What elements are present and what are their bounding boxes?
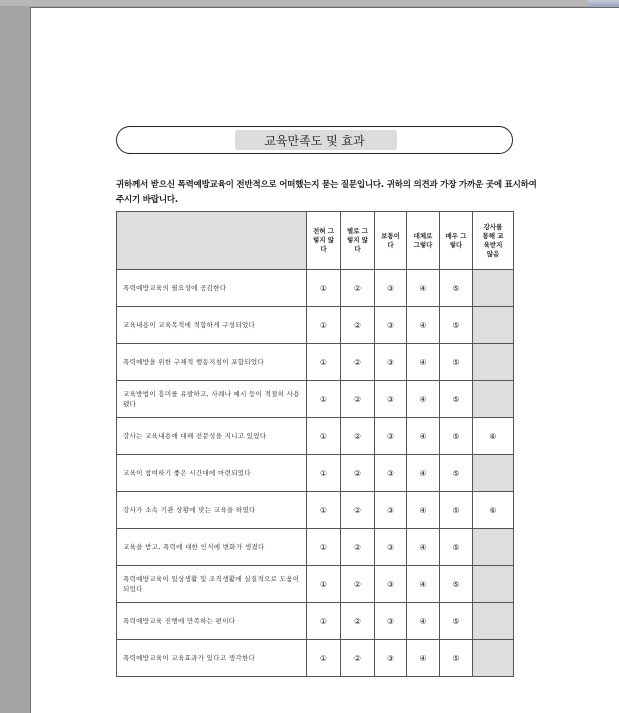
answer-option-3[interactable]: ③ — [375, 640, 407, 677]
answer-option-5[interactable]: ⑤ — [440, 455, 473, 492]
window-top-strip — [0, 0, 619, 6]
answer-option-2[interactable]: ② — [341, 492, 375, 529]
answer-option-2[interactable]: ② — [341, 418, 375, 455]
answer-option-2[interactable]: ② — [341, 270, 375, 307]
intro-text: 귀하께서 받으신 폭력예방교육이 전반적으로 어떠했는지 묻는 질문입니다. 귀하의 의견과 가장 가까운 곳에 표시하여 주시기 바랍니다. — [116, 180, 537, 205]
answer-option-4[interactable]: ④ — [407, 640, 440, 677]
answer-option-2[interactable]: ② — [341, 529, 375, 566]
answer-option-4[interactable]: ④ — [407, 492, 440, 529]
question-text: 폭력예방교육 진행에 만족하는 편이다 — [117, 603, 307, 640]
table-row — [117, 381, 514, 418]
answer-option-1[interactable]: ① — [307, 566, 341, 603]
table-row — [117, 492, 514, 529]
answer-option-3[interactable]: ③ — [375, 381, 407, 418]
answer-option-4[interactable]: ④ — [407, 603, 440, 640]
answer-option-5[interactable]: ⑤ — [440, 344, 473, 381]
answer-option-5[interactable]: ⑤ — [440, 640, 473, 677]
table-header-row — [117, 212, 514, 270]
answer-option-4[interactable]: ④ — [407, 455, 440, 492]
answer-option-2[interactable]: ② — [341, 455, 375, 492]
header-col-4: 대체로 그렇다 — [407, 212, 440, 270]
answer-option-3[interactable]: ③ — [375, 603, 407, 640]
answer-option-1[interactable]: ① — [307, 455, 341, 492]
answer-option-5[interactable]: ⑤ — [440, 381, 473, 418]
answer-option-5[interactable]: ⑤ — [440, 492, 473, 529]
answer-option-1[interactable]: ① — [307, 344, 341, 381]
table-row — [117, 418, 514, 455]
answer-option-1[interactable]: ① — [307, 381, 341, 418]
answer-option-4[interactable]: ④ — [407, 529, 440, 566]
question-text: 교육방법이 흥미를 유발하고, 사례나 예시 등이 적절히 사용됐다 — [117, 381, 307, 418]
table-row — [117, 307, 514, 344]
question-text: 폭력예방교육이 교육효과가 있다고 생각한다 — [117, 640, 307, 677]
table-row — [117, 529, 514, 566]
table-row — [117, 455, 514, 492]
question-text: 교육을 받고, 폭력에 대한 인식에 변화가 생겼다 — [117, 529, 307, 566]
answer-option-6[interactable]: ⑥ — [473, 492, 514, 529]
table-row — [117, 566, 514, 603]
answer-option-2[interactable]: ② — [341, 307, 375, 344]
header-col-2: 별로 그렇지 않다 — [341, 212, 375, 270]
answer-option-1[interactable]: ① — [307, 640, 341, 677]
answer-option-6 — [473, 307, 514, 344]
answer-option-1[interactable]: ① — [307, 270, 341, 307]
header-blank-cell — [117, 212, 307, 270]
answer-option-3[interactable]: ③ — [375, 418, 407, 455]
answer-option-6[interactable]: ⑥ — [473, 418, 514, 455]
table-row — [117, 270, 514, 307]
answer-option-6 — [473, 455, 514, 492]
answer-option-1[interactable]: ① — [307, 529, 341, 566]
answer-option-1[interactable]: ① — [307, 418, 341, 455]
answer-option-2[interactable]: ② — [341, 344, 375, 381]
answer-option-1[interactable]: ① — [307, 492, 341, 529]
header-col-3: 보통이다 — [375, 212, 407, 270]
answer-option-2[interactable]: ② — [341, 640, 375, 677]
answer-option-2[interactable]: ② — [341, 566, 375, 603]
answer-option-1[interactable]: ① — [307, 603, 341, 640]
header-col-1: 전혀 그렇지 않다 — [307, 212, 341, 270]
answer-option-5[interactable]: ⑤ — [440, 566, 473, 603]
answer-option-4[interactable]: ④ — [407, 418, 440, 455]
answer-option-3[interactable]: ③ — [375, 566, 407, 603]
answer-option-5[interactable]: ⑤ — [440, 307, 473, 344]
document-page — [30, 7, 619, 713]
answer-option-3[interactable]: ③ — [375, 455, 407, 492]
answer-option-5[interactable]: ⑤ — [440, 418, 473, 455]
answer-option-3[interactable]: ③ — [375, 529, 407, 566]
question-text: 교육이 참여하기 좋은 시간대에 마련되었다 — [117, 455, 307, 492]
answer-option-2[interactable]: ② — [341, 603, 375, 640]
answer-option-3[interactable]: ③ — [375, 492, 407, 529]
header-col-5: 매우 그렇다 — [440, 212, 473, 270]
answer-option-1[interactable]: ① — [307, 307, 341, 344]
section-title-box — [116, 126, 513, 154]
window-corner — [588, 0, 619, 7]
answer-option-3[interactable]: ③ — [375, 344, 407, 381]
table-row — [117, 344, 514, 381]
answer-option-6 — [473, 270, 514, 307]
answer-option-4[interactable]: ④ — [407, 270, 440, 307]
table-row — [117, 640, 514, 677]
answer-option-4[interactable]: ④ — [407, 344, 440, 381]
answer-option-5[interactable]: ⑤ — [440, 529, 473, 566]
table-row — [117, 603, 514, 640]
question-text: 교육내용이 교육목적에 적합하게 구성되었다 — [117, 307, 307, 344]
answer-option-3[interactable]: ③ — [375, 307, 407, 344]
question-text: 폭력예방교육의 필요성에 공감한다 — [117, 270, 307, 307]
question-text: 강사는 교육내용에 대해 전문성을 지니고 있었다 — [117, 418, 307, 455]
answer-option-6 — [473, 344, 514, 381]
question-text: 폭력예방을 위한 구체적 행동지침이 포함되었다 — [117, 344, 307, 381]
answer-option-6 — [473, 566, 514, 603]
header-col-6: 강사를 통해 교육받지 않음 — [473, 212, 514, 270]
answer-option-3[interactable]: ③ — [375, 270, 407, 307]
survey-table — [116, 211, 514, 677]
answer-option-4[interactable]: ④ — [407, 381, 440, 418]
section-title: 교육만족도 및 효과 — [264, 134, 365, 148]
question-text: 폭력예방교육이 일상생활 및 조직생활에 실질적으로 도움이 되었다 — [117, 566, 307, 603]
answer-option-6 — [473, 640, 514, 677]
answer-option-6 — [473, 529, 514, 566]
question-text: 강사가 소속 기관 상황에 맞는 교육을 하였다 — [117, 492, 307, 529]
answer-option-6 — [473, 381, 514, 418]
answer-option-4[interactable]: ④ — [407, 307, 440, 344]
answer-option-6 — [473, 603, 514, 640]
answer-option-4[interactable]: ④ — [407, 566, 440, 603]
answer-option-2[interactable]: ② — [341, 381, 375, 418]
answer-option-5[interactable]: ⑤ — [440, 603, 473, 640]
answer-option-5[interactable]: ⑤ — [440, 270, 473, 307]
